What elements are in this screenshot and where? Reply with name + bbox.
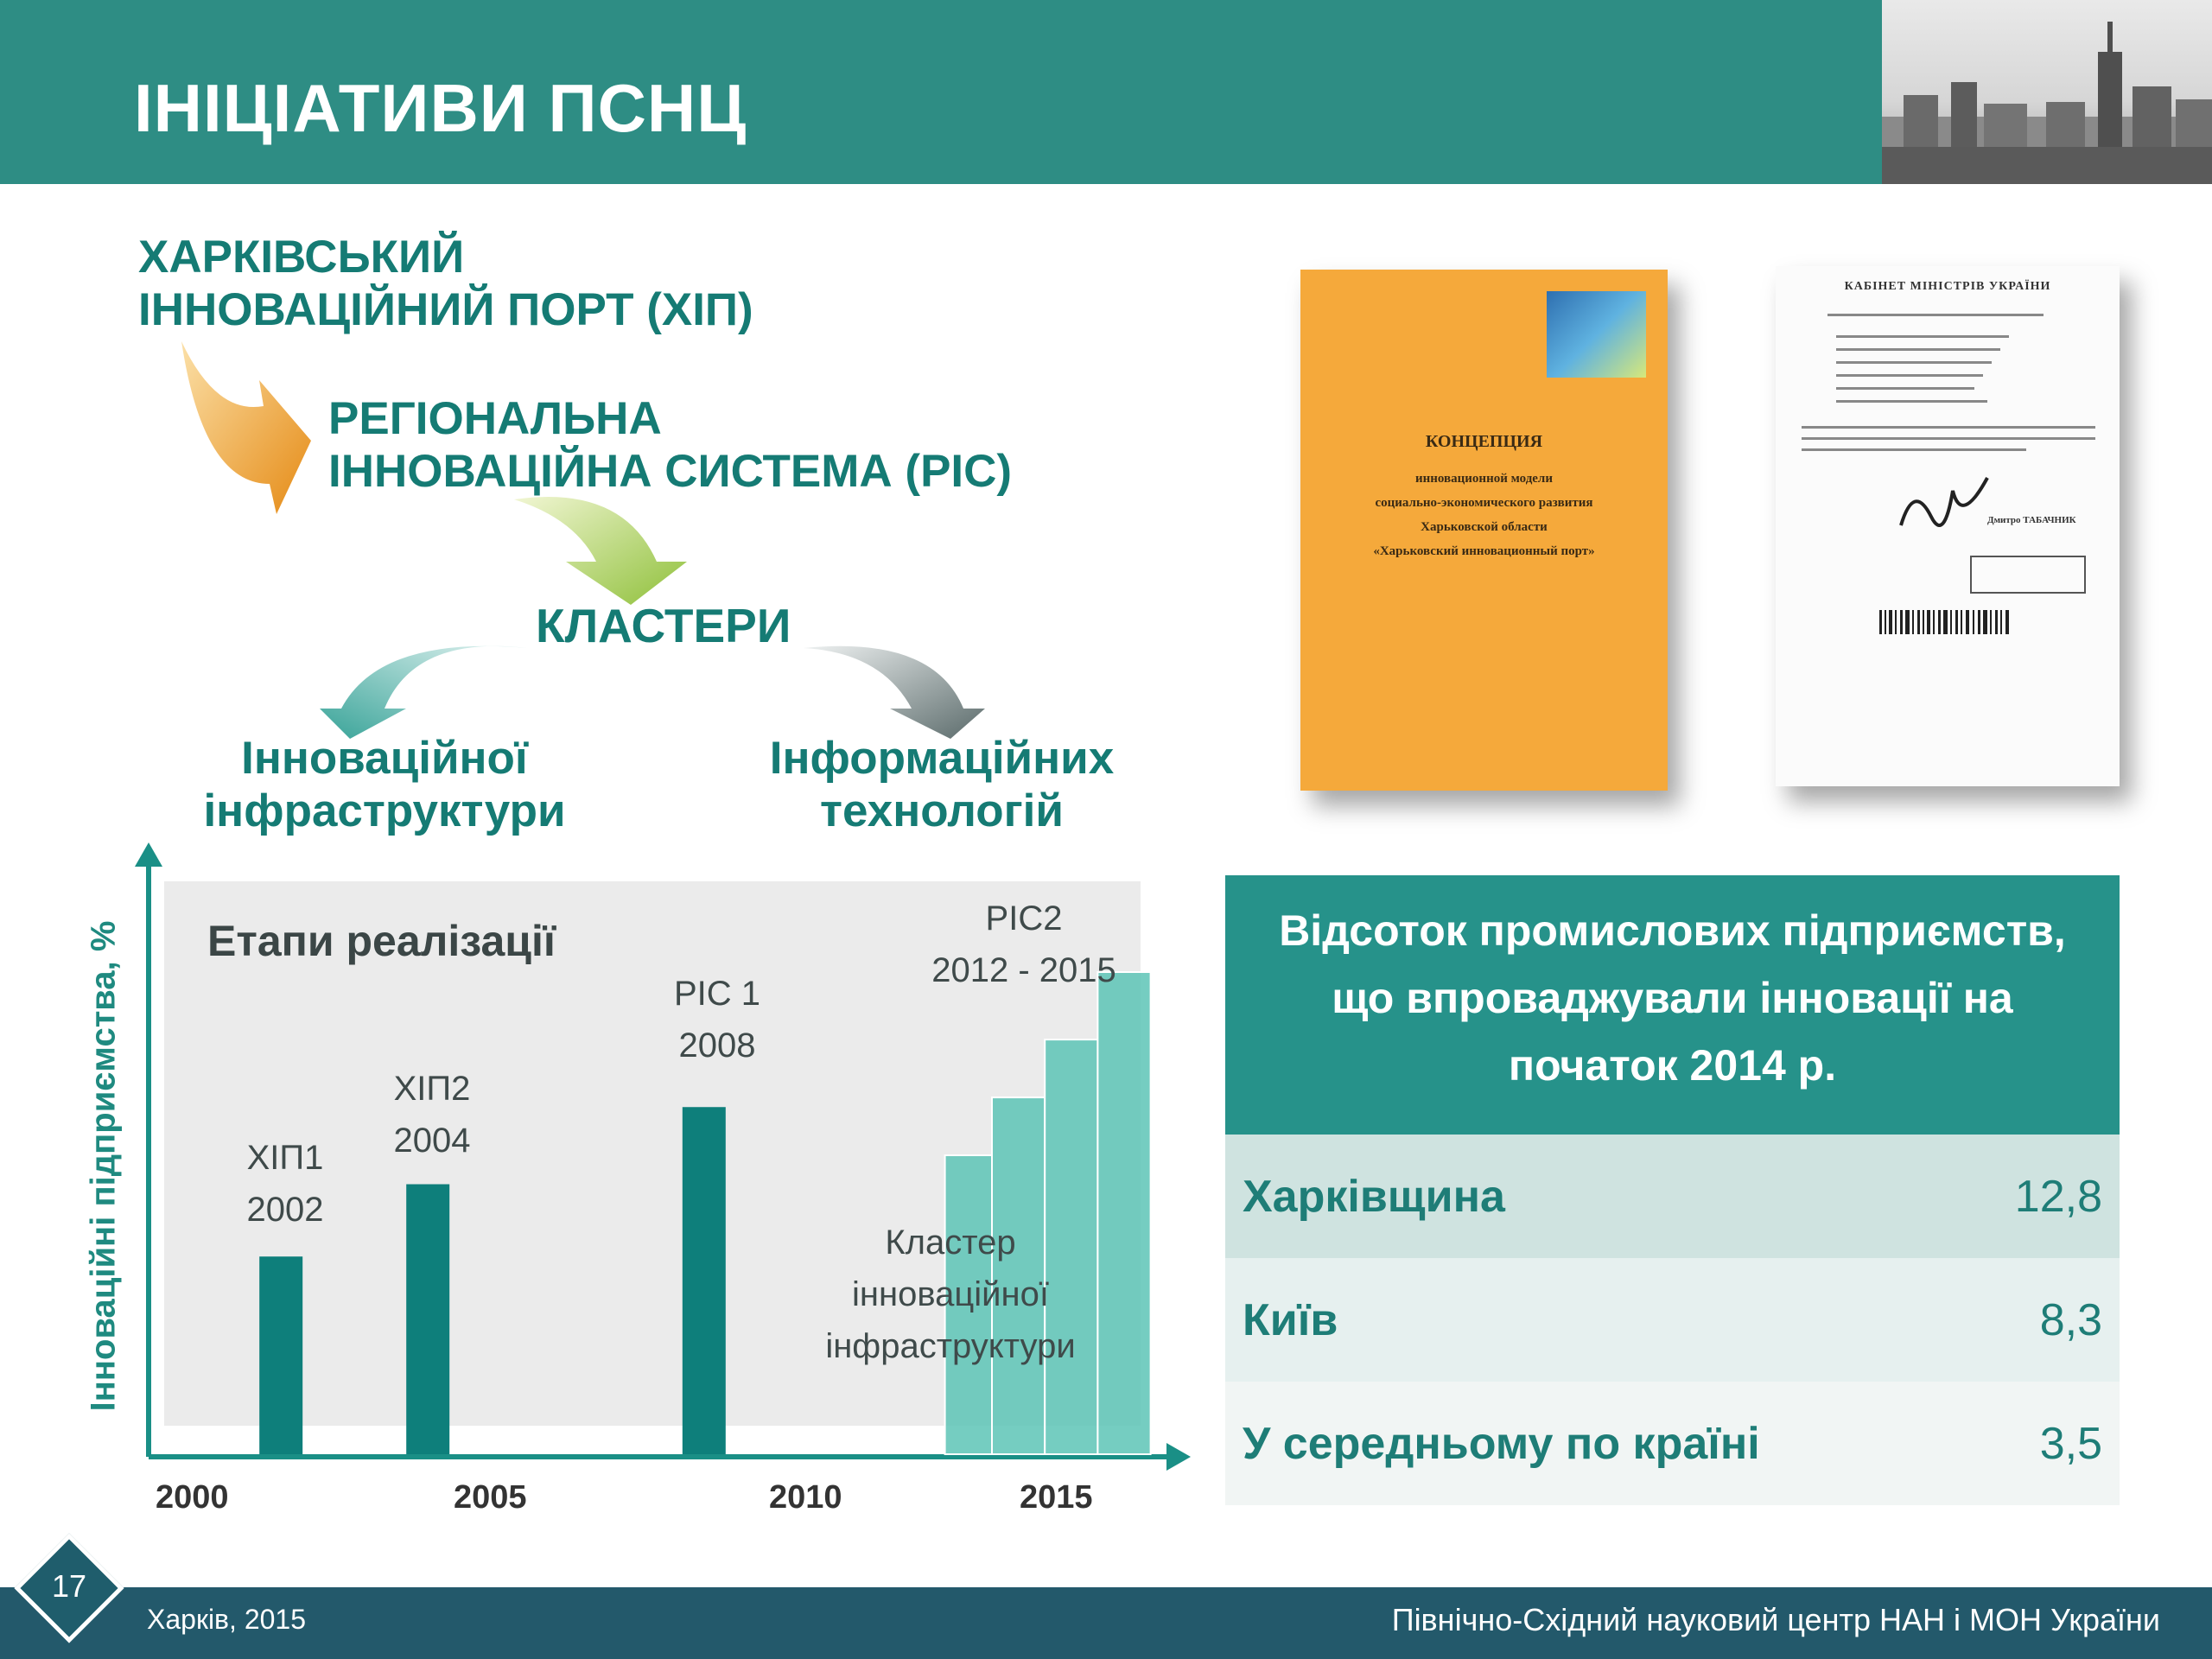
x-tick-2005: 2005 xyxy=(454,1479,527,1516)
footer-organization: Північно-Східний науковий центр НАН і МОН України xyxy=(1391,1602,2160,1637)
milestone-label-hip1: ХІП1 2002 xyxy=(246,1139,324,1229)
x-tick-2000: 2000 xyxy=(156,1479,229,1516)
x-tick-2010: 2010 xyxy=(769,1479,842,1516)
page-number: 17 xyxy=(51,1568,87,1604)
table-row xyxy=(1225,1382,2120,1505)
flow-cluster-infrastructure: Інноваційної інфраструктури xyxy=(203,733,566,836)
cluster-step-bar-4 xyxy=(1097,972,1150,1454)
cabinet-letter-image xyxy=(1776,266,2120,786)
flow-step-ris: РЕГІОНАЛЬНА ІННОВАЦІЙНА СИСТЕМА (РІС) xyxy=(328,393,1013,497)
document-title: КОНЦЕПЦИЯ xyxy=(1425,432,1543,451)
row-name: Харківщина xyxy=(1243,1171,1505,1222)
row-value: 8,3 xyxy=(2039,1294,2102,1345)
milestone-label-hip2: ХІП2 2004 xyxy=(393,1070,471,1160)
y-axis-arrowhead xyxy=(135,842,162,867)
milestone-bar-3 xyxy=(683,1107,726,1454)
milestone-label-ris2: РІС2 2012 - 2015 xyxy=(931,899,1116,989)
milestone-label-ris1: РІС 1 2008 xyxy=(673,975,761,1065)
row-name: У середньому по країні xyxy=(1243,1418,1760,1469)
x-tick-2015: 2015 xyxy=(1020,1479,1093,1516)
letter-signatory: Дмитро ТАБАЧНИК xyxy=(1987,515,2076,525)
page-title: ІНІЦІАТИВИ ПСНЦ xyxy=(134,70,747,146)
milestone-bar-2 xyxy=(406,1185,449,1454)
y-axis-label: Інноваційні підприємства, % xyxy=(84,920,123,1412)
chart-title: Етапи реалізації xyxy=(207,917,556,965)
city-skyline-image xyxy=(1882,0,2212,184)
registration-stamp xyxy=(1970,556,2086,594)
document-subtitle: инновационной модели социально-экономического развития Харьковской области «Харьковский инновационный порт» xyxy=(1373,472,1595,558)
row-value: 3,5 xyxy=(2039,1418,2102,1469)
region-map-logo xyxy=(1547,291,1646,378)
row-name: Київ xyxy=(1243,1294,1338,1345)
innovation-table xyxy=(1225,875,2120,1505)
table-title: Відсоток промислових підприємств, що впроваджували інновації на початок 2014 р. xyxy=(1225,875,2120,1135)
row-value: 12,8 xyxy=(2014,1171,2102,1222)
cluster-label: Кластер інноваційної інфраструктури xyxy=(825,1224,1076,1365)
footer-location: Харків, 2015 xyxy=(147,1604,307,1635)
flow-step-clusters: КЛАСТЕРИ xyxy=(536,599,791,652)
flow-cluster-it: Інформаційних технологій xyxy=(769,733,1115,836)
concept-document-image xyxy=(1300,270,1668,791)
signature-image xyxy=(1897,474,1992,543)
barcode-image xyxy=(1879,610,2018,634)
letter-header: КАБІНЕТ МІНІСТРІВ УКРАЇНИ xyxy=(1844,280,2051,293)
x-axis-arrowhead xyxy=(1166,1443,1191,1471)
flow-step-hip: ХАРКІВСЬКИЙ ІННОВАЦІЙНИЙ ПОРТ (ХІП) xyxy=(138,232,753,335)
milestone-bar-1 xyxy=(259,1256,302,1454)
table-row xyxy=(1225,1135,2120,1258)
city-photo xyxy=(1882,0,2212,184)
table-row xyxy=(1225,1258,2120,1382)
